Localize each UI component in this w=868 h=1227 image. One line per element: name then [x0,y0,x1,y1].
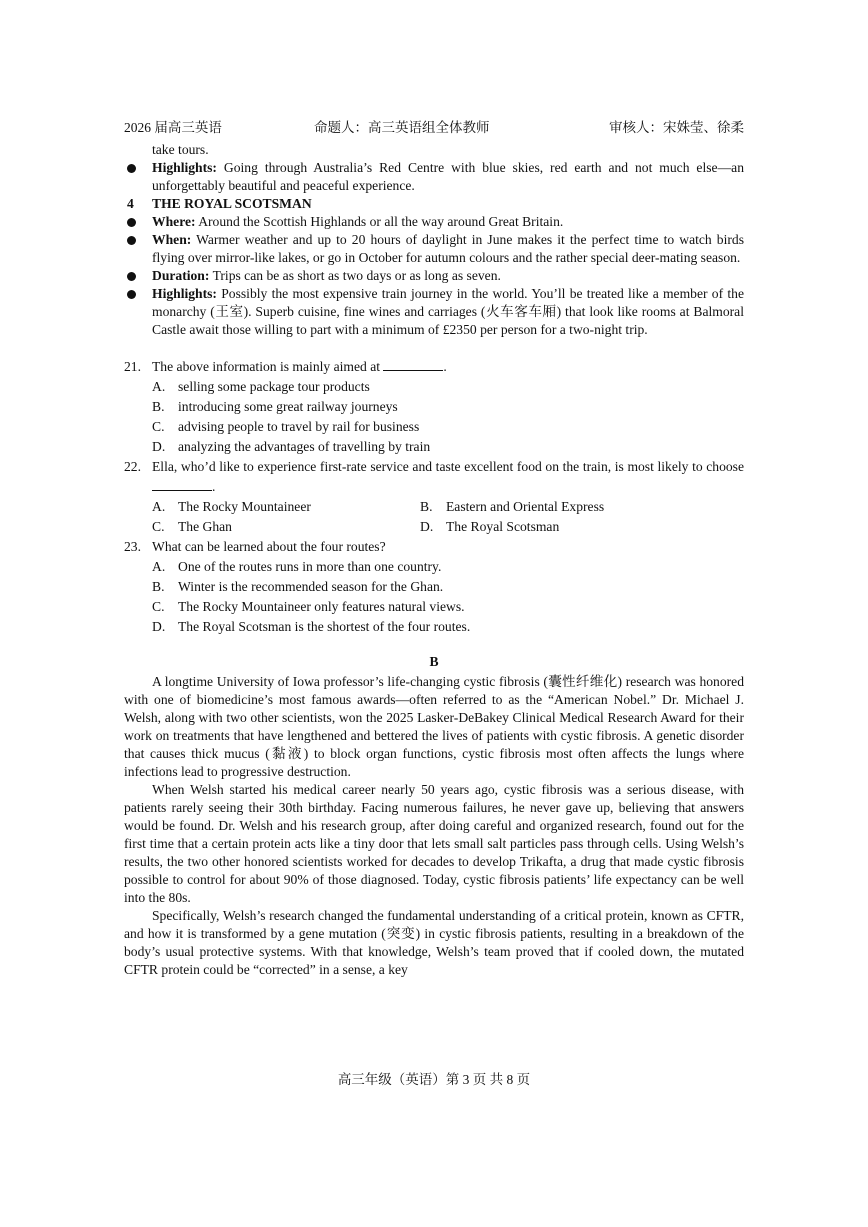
option-text: selling some package tour products [178,379,370,394]
bullet-label: Where: [152,214,196,229]
option-c[interactable] [152,417,744,437]
header-right: 审核人：宋姝莹、徐柔 [609,120,744,135]
bullet-label: Highlights: [152,286,217,301]
option-c[interactable] [152,597,744,617]
question-stem: What can be learned about the four routes? [152,539,386,554]
question-end: . [212,479,216,494]
section-heading-royal-scotsman [124,195,744,213]
option-text: The Ghan [178,519,232,534]
option-letter: C. [152,599,165,614]
option-letter: D. [152,619,166,634]
bullet-text: Possibly the most expensive train journey in the world. You’ll be treated like a member of the monarchy (王室). Superb cuisine, fine wines and carriages (火车客车厢) that look like rooms at Balmoral Castle await those willing to part with a minimum of £2350 per person for a two-night trip. [152,286,744,337]
page-header [124,116,744,134]
question-number: 21. [124,359,141,374]
option-text: Winter is the recommended season for the Ghan. [178,579,444,594]
section-b-heading: B [429,654,439,669]
option-b[interactable] [420,497,688,517]
option-text: The Royal Scotsman [446,519,560,534]
bullet-text: Around the Scottish Highlands or all the way around Great Britain. [198,214,564,229]
option-letter: A. [152,559,166,574]
bullet-ghan-highlights [124,159,744,195]
bullet-dot-icon [127,290,136,299]
option-b[interactable] [152,577,744,597]
question-end: . [443,359,447,374]
page-content [124,141,744,979]
passage-paragraph-3: Specifically, Welsh’s research changed the fundamental understanding of a critical protein, known as CFTR, and how it is transformed by a gene mutation (突变) in cystic fibrosis patients, resulting in a breakdown of the body’s usual protective systems. With that knowledge, Welsh’s team proved that if cooled down, the mutated CFTR protein could be “corrected” in a sense, a key [124,908,744,977]
ghan-tail-text: take tours. [152,142,209,157]
option-letter: B. [152,579,165,594]
option-text: The Rocky Mountaineer [178,499,311,514]
option-letter: B. [420,499,433,514]
option-letter: D. [420,519,434,534]
option-text: Eastern and Oriental Express [446,499,605,514]
option-text: One of the routes runs in more than one country. [178,559,442,574]
bullet-label: Highlights: [152,160,217,175]
option-a[interactable] [152,557,744,577]
option-text: analyzing the advantages of travelling by train [178,439,431,454]
option-letter: C. [152,419,165,434]
bullet-text: Warmer weather and up to 20 hours of daylight in June makes it the perfect time to watch birds flying over mirror-like lakes, or go in October for autumn colours and the rather special deer-mating season. [152,232,744,265]
option-letter: A. [152,499,166,514]
bullet-duration [124,267,744,285]
header-center: 命题人：高三英语组全体教师 [314,120,490,135]
option-letter: B. [152,399,165,414]
question-22 [124,457,744,497]
option-letter: C. [152,519,165,534]
option-b[interactable] [152,397,744,417]
question-number: 22. [124,459,141,474]
bullet-when [124,231,744,267]
question-number: 23. [124,539,141,554]
passage-paragraph-1: A longtime University of Iowa professor’s life-changing cystic fibrosis (囊性纤维化) research was honored with one of biomedicine’s most famous awards—often referred to as the “American Nobel.” Dr. Michael J. Welsh, along with two other scientists, won the 2025 Lasker-DeBakey Clinical Medical Research Award for their work on treatments that have lengthened and bettered the lives of patients with cystic fibrosis. A genetic disorder that causes thick mucus (黏液) to block organ functions, cystic fibrosis most often affects the lungs where infections lead to progressive destruction. [124,674,744,779]
question-23 [124,537,744,557]
section-title: THE ROYAL SCOTSMAN [152,196,312,211]
option-text: introducing some great railway journeys [178,399,398,414]
question-21 [124,357,744,377]
option-d[interactable] [152,437,744,457]
bullet-highlights [124,285,744,339]
question-23-options [124,557,744,637]
bullet-dot-icon [127,236,136,245]
question-stem: Ella, who’d like to experience first-rate service and taste excellent food on the train, is most likely to choose [152,459,744,474]
option-text: The Rocky Mountaineer only features natural views. [178,599,465,614]
bullet-dot-icon [127,272,136,281]
header-left: 2026 届高三英语 [124,120,222,135]
option-a[interactable] [152,497,420,517]
bullet-where [124,213,744,231]
option-text: The Royal Scotsman is the shortest of the four routes. [178,619,471,634]
option-a[interactable] [152,377,744,397]
question-22-options [124,497,744,537]
bullet-text: Going through Australia’s Red Centre with blue skies, red earth and not much else—an unforgettably beautiful and peaceful experience. [152,160,744,193]
option-c[interactable] [152,517,420,537]
bullet-label: Duration: [152,268,210,283]
option-letter: D. [152,439,166,454]
option-d[interactable] [420,517,688,537]
bullet-text: Trips can be as short as two days or as long as seven. [212,268,501,283]
option-text: advising people to travel by rail for business [178,419,420,434]
option-letter: A. [152,379,166,394]
question-stem: The above information is mainly aimed at [152,359,381,374]
bullet-dot-icon [127,164,136,173]
option-d[interactable] [152,617,744,637]
section-number: 4 [127,196,134,211]
answer-blank[interactable] [383,358,443,371]
passage-paragraph-2: When Welsh started his medical career nearly 50 years ago, cystic fibrosis was a serious disease, with patients rarely seeing their 30th birthday. Facing numerous failures, he never gave up, believing that answers would be found. Dr. Welsh and his research group, after doing careful and organized research, found out for the first time that a certain protein acts like a tiny door that lets small salt particles pass through cells. Using Welsh’s results, the two other honored scientists worked for decades to develop Trikafta, a drug that made cystic fibrosis possible to control for about 90% of those diagnosed. Today, cystic fibrosis patients’ life expectancy can be well into the 80s. [124,782,744,905]
bullet-label: When: [152,232,192,247]
answer-blank[interactable] [152,478,212,491]
page-footer: 高三年级（英语）第 3 页 共 8 页 [337,1072,531,1087]
bullet-dot-icon [127,218,136,227]
question-21-options [124,377,744,457]
